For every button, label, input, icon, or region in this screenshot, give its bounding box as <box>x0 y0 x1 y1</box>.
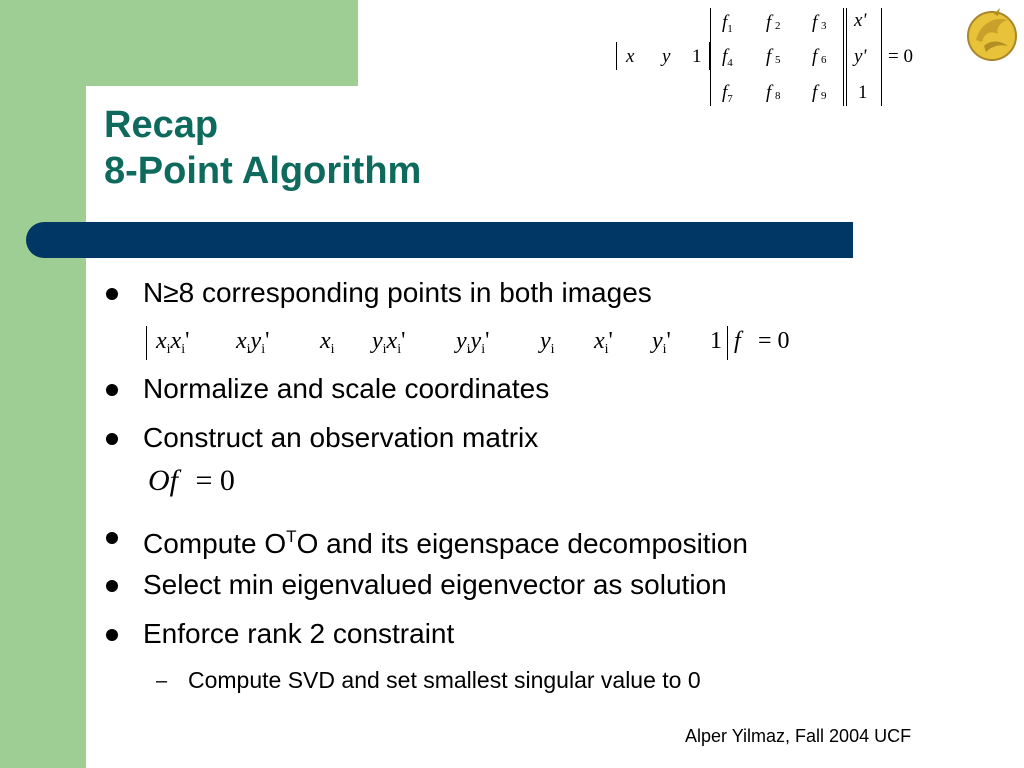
bullet-dot-4 <box>106 532 118 544</box>
constraint-row-equation: $x_ix_i'$ $x_iy_i'$ $x_i$ $y_ix_i'$ $y_iy_i'$ $y_i$ $x_i'$ $y_i'$ 1 f = 0 <box>144 320 824 366</box>
matrix-row-2: $f_4$ f 5 f 6 <box>722 46 827 69</box>
bullet-3-text: Construct an observation matrix <box>143 422 539 453</box>
cv-1: 1 <box>858 82 868 103</box>
matrix-row-1: $f_1$ f 2 f 3 <box>722 12 827 35</box>
bullet-5-text: Select min eigenvalued eigenvector as solution <box>143 569 727 600</box>
rv-1: 1 <box>692 46 702 67</box>
footer-credit: Alper Yilmaz, Fall 2004 UCF <box>685 726 912 746</box>
bullet-dot-2 <box>106 384 118 396</box>
bullet-1-text: N≥8 corresponding points in both images <box>143 277 652 308</box>
cv-x-prime: x' <box>854 10 867 31</box>
bullet-dot-1 <box>106 288 118 300</box>
title-line-1: Recap <box>104 104 219 146</box>
fundamental-matrix-equation <box>610 4 930 110</box>
eq-top-rhs: = 0 <box>888 46 913 67</box>
bullet-4-text: Compute $O^TO$ and its eigenspace decomposition <box>143 527 748 559</box>
eq-of-lhs: Of <box>148 464 178 497</box>
green-side-bar <box>0 0 86 768</box>
slide-title <box>104 102 421 194</box>
bullet-2-text: Normalize and scale coordinates <box>143 373 550 404</box>
sub-bullet-text: Compute SVD and set smallest singular value to 0 <box>188 667 701 693</box>
cv-y-prime: y' <box>854 46 867 67</box>
bullet-dot-3 <box>106 433 118 445</box>
title-divider-band <box>26 222 853 258</box>
rv-x: x <box>626 46 635 67</box>
sub-bullet-dash: – <box>156 670 168 692</box>
pegasus-logo-icon <box>964 6 1020 62</box>
bullet-dot-5 <box>106 580 118 592</box>
observation-equation <box>148 464 235 498</box>
bullet-dot-6 <box>106 629 118 641</box>
matrix-row-3: $f_7$ f 8 f 9 <box>722 82 827 105</box>
title-line-2: 8-Point Algorithm <box>104 150 422 192</box>
bullet-6-text: Enforce rank 2 constraint <box>143 618 455 649</box>
rv-y: y <box>662 46 671 67</box>
green-top-bar <box>0 0 358 86</box>
row-bracket <box>146 326 728 360</box>
eq-of-rhs: = 0 <box>195 464 235 497</box>
